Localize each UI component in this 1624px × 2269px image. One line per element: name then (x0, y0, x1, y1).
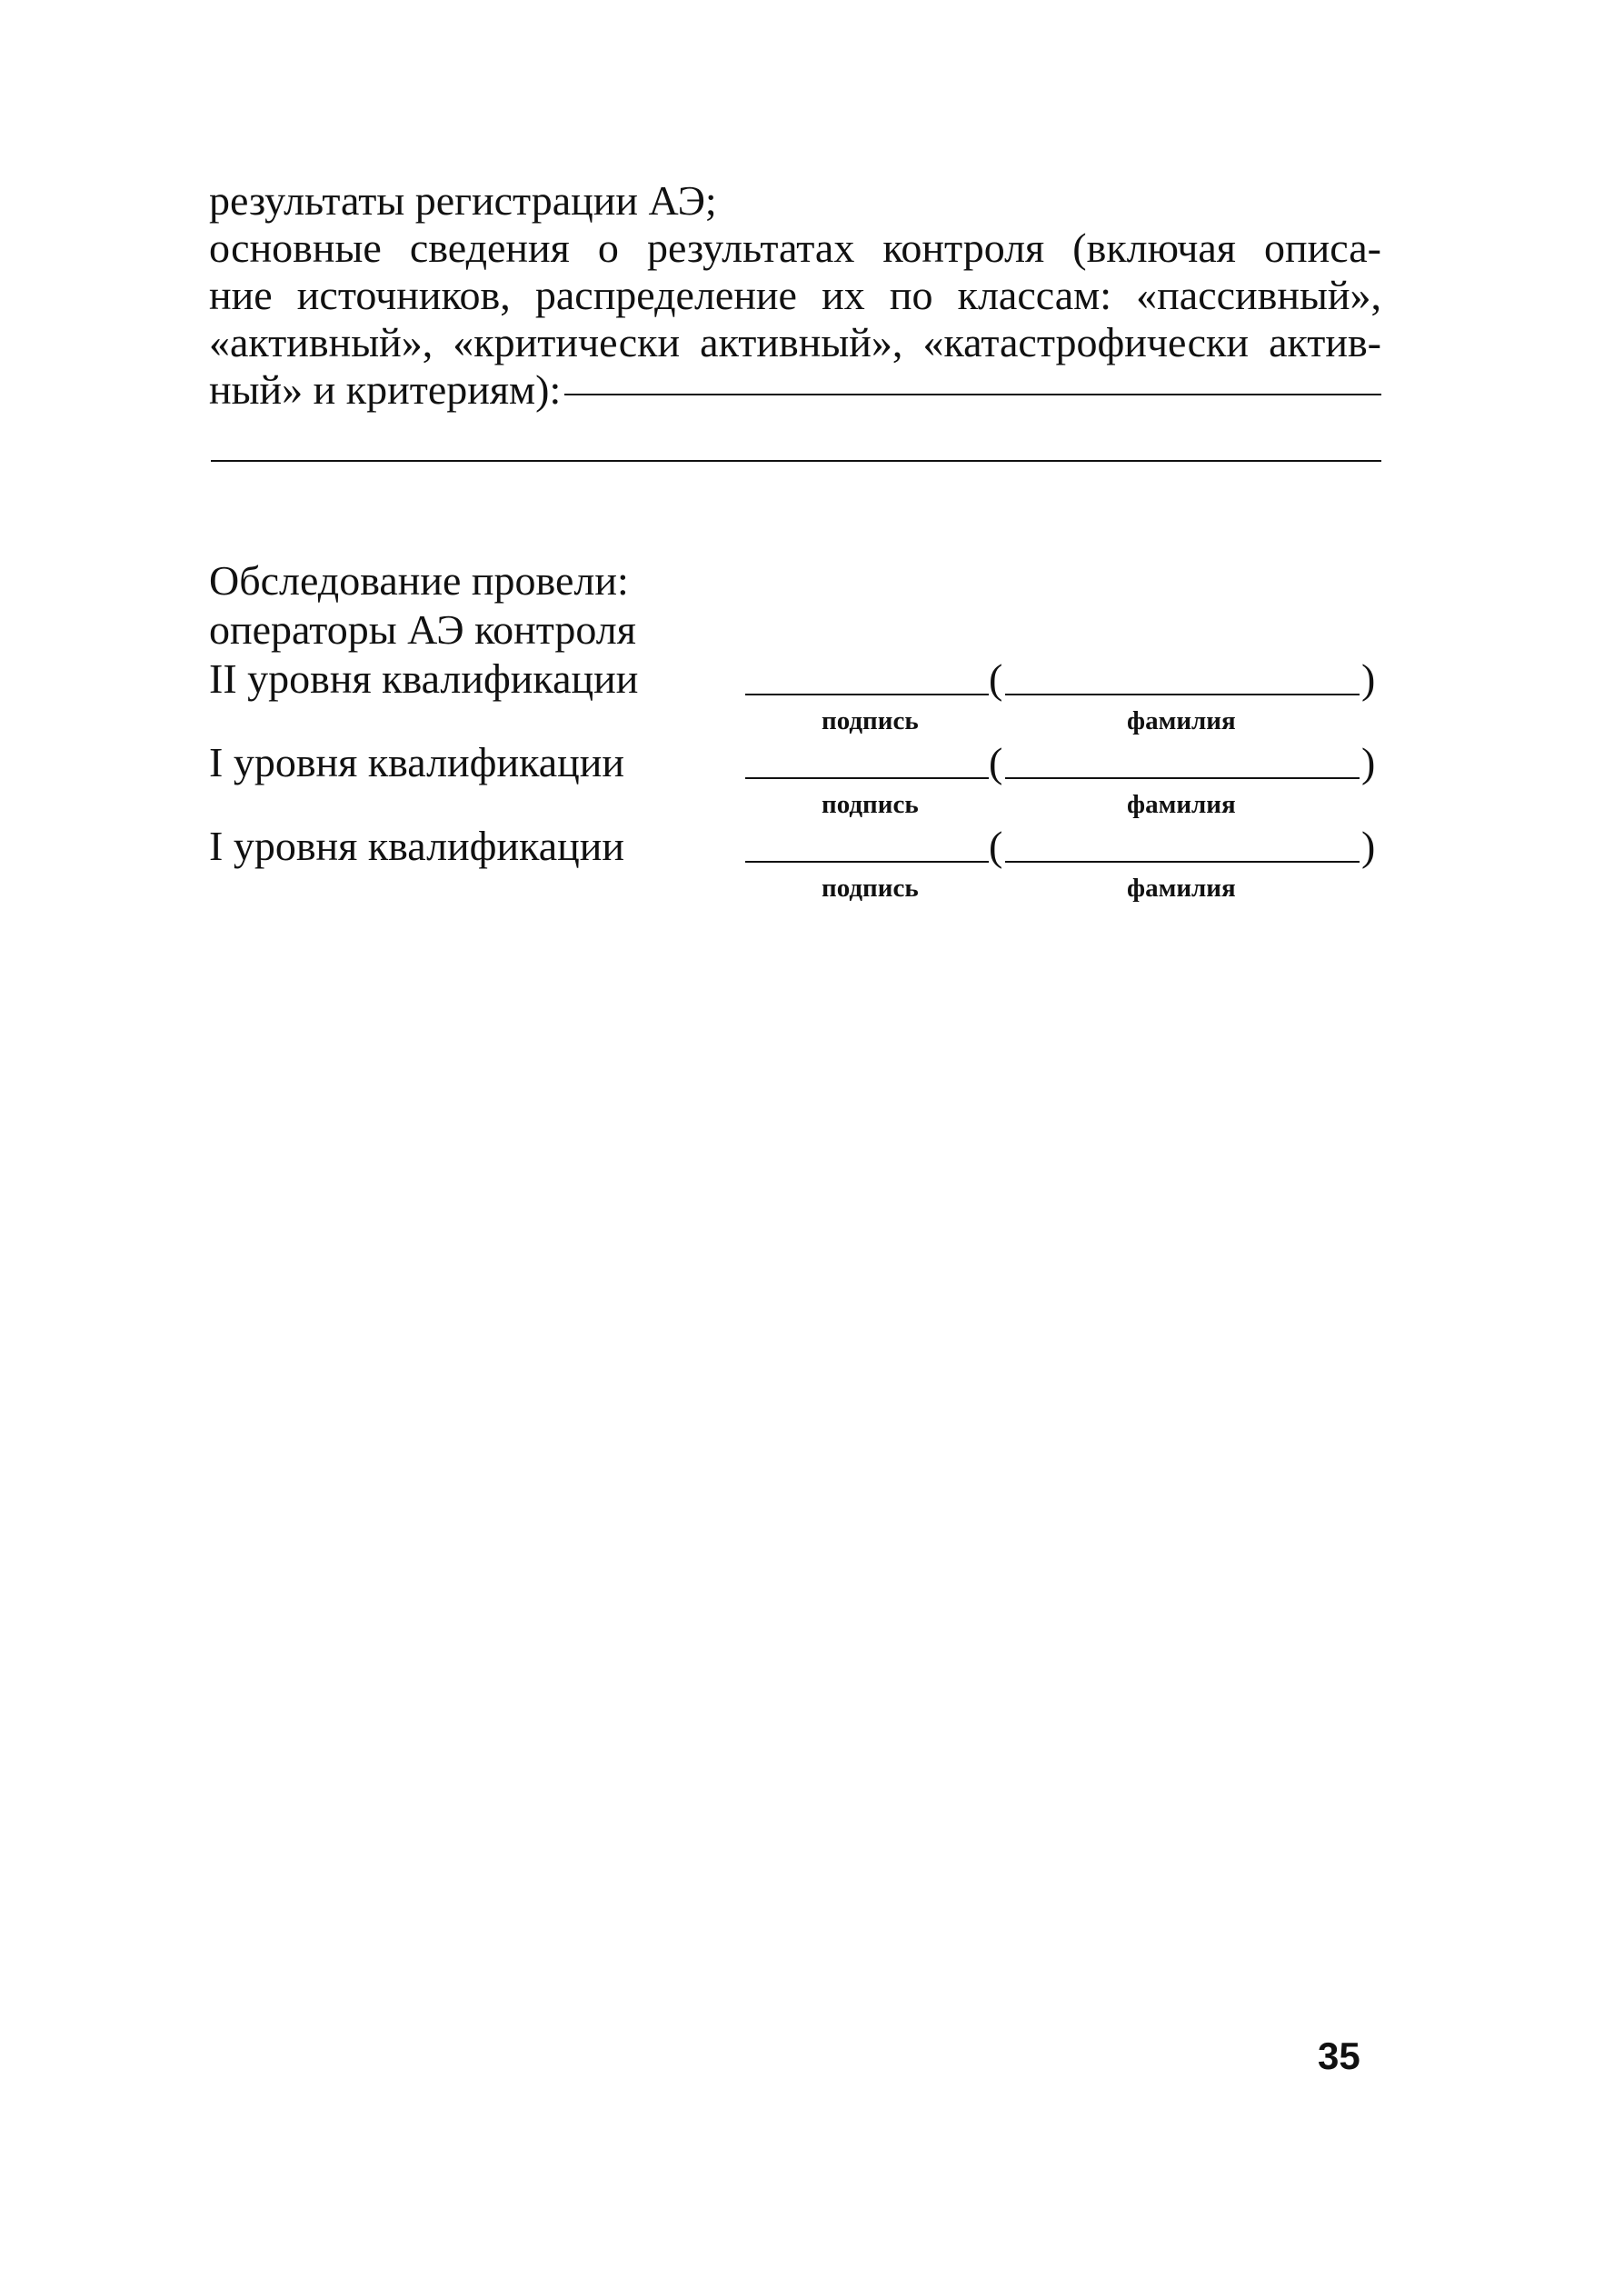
signature-line[interactable] (745, 777, 989, 779)
survey-subheading: операторы АЭ контроля (209, 606, 636, 653)
signature-caption: подпись (822, 874, 919, 903)
signature-line[interactable] (745, 861, 989, 863)
signer-level-label: I уровня квалификации (209, 739, 625, 785)
surname-line[interactable] (1005, 694, 1360, 695)
signature-line[interactable] (745, 694, 989, 695)
text-line-registration-results: результаты регистрации АЭ; (209, 177, 717, 224)
criteria-fill-line[interactable] (564, 394, 1381, 395)
page-number: 35 (1318, 2034, 1360, 2077)
close-parenthesis: ) (1361, 655, 1376, 702)
close-parenthesis: ) (1361, 739, 1376, 785)
surname-caption: фамилия (1127, 706, 1236, 735)
signature-field-group (745, 738, 1381, 819)
survey-heading: Обследование провели: (209, 557, 629, 604)
open-parenthesis: ( (989, 739, 1003, 785)
criteria-label: ный» и критериям): (209, 366, 562, 413)
text-line-criteria (209, 366, 1381, 414)
surname-line[interactable] (1005, 777, 1360, 779)
signer-level-label: II уровня квалификации (209, 655, 639, 702)
blank-fill-line[interactable] (211, 460, 1381, 462)
signer-level-label: I уровня квалификации (209, 823, 625, 869)
surname-line[interactable] (1005, 861, 1360, 863)
signature-field-group (745, 655, 1381, 735)
surname-caption: фамилия (1127, 874, 1236, 903)
open-parenthesis: ( (989, 823, 1003, 869)
open-parenthesis: ( (989, 655, 1003, 702)
signature-field-group (745, 822, 1381, 903)
signature-caption: подпись (822, 706, 919, 735)
text-line-classes: «активный», «критически активный», «катастрофически актив- (209, 319, 1381, 365)
survey-heading-block (209, 556, 636, 655)
text-line-sources: ние источников, распределение их по классам: «пассивный», (209, 272, 1381, 318)
surname-caption: фамилия (1127, 790, 1236, 819)
close-parenthesis: ) (1361, 823, 1376, 869)
text-line-main-info: основные сведения о результатах контроля (включая описа- (209, 225, 1381, 271)
body-text (209, 177, 1381, 414)
signature-caption: подпись (822, 790, 919, 819)
